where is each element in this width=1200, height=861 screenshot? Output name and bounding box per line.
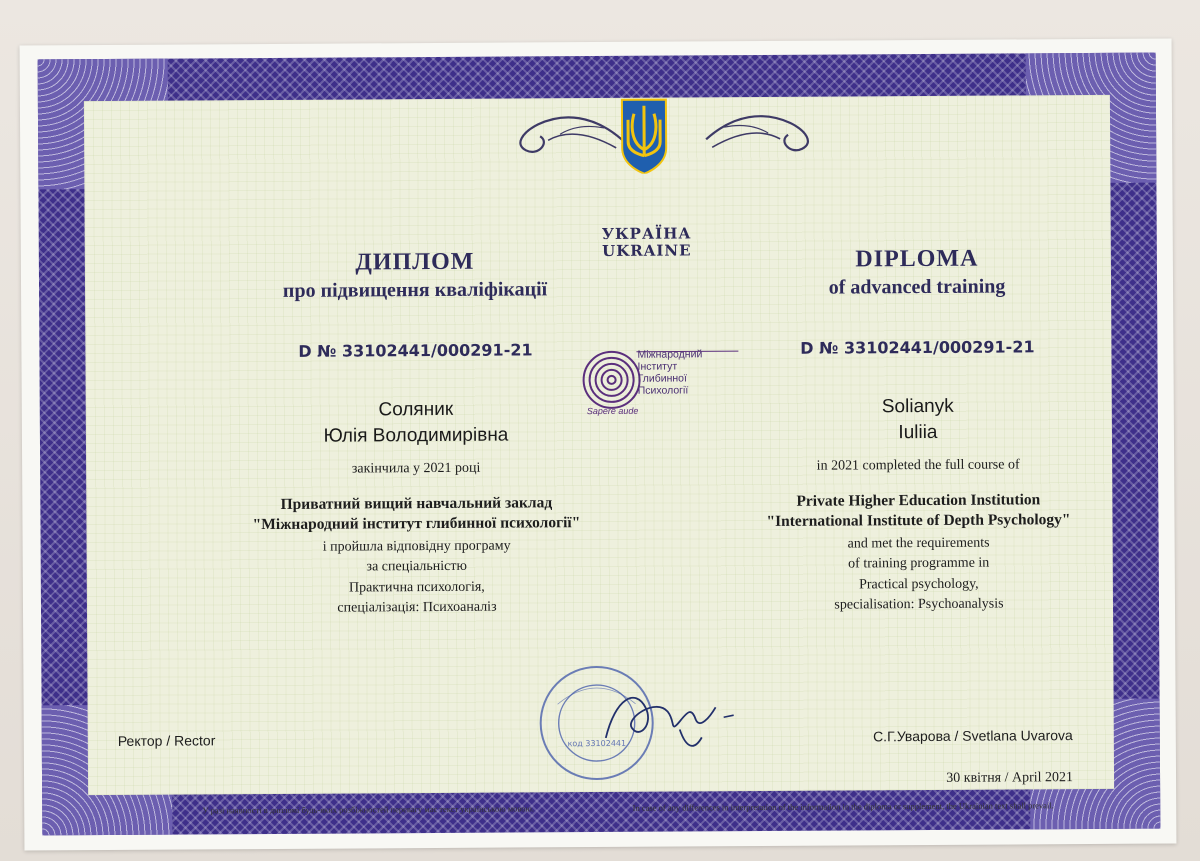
program-line3-en: Practical psychology, [859,576,979,593]
surname-uk: Соляник [378,398,454,421]
coat-of-arms [584,97,705,223]
institution-line1-uk: Приватний вищий навчальний заклад [280,494,553,513]
diploma-number-en: D № 33102441/000291-21 [800,337,1035,358]
program-line1-uk: і пройшла відповідну програму [322,538,511,555]
diploma-field [84,95,1114,816]
program-line2-en: of training programme in [848,555,990,572]
diploma-number-uk: D № 33102441/000291-21 [298,340,533,361]
issue-date: 30 квітня / April 2021 [946,770,1074,786]
institute-logo-text [637,348,702,396]
logo-line-3: Глибинної [637,372,687,385]
program-line4-uk: спеціалізація: Психоаналіз [337,599,497,616]
title-en: DIPLOMA [855,245,979,273]
institution-line2-en: "International Institute of Depth Psychology" [766,511,1071,530]
completed-line-en: in 2021 completed the full course of [816,457,1020,474]
logo-line-4: Психології [637,384,689,397]
completed-line-uk: закінчила у 2021 році [351,460,481,477]
signatory-name: С.Г.Уварова / Svetlana Uvarova [872,727,1073,745]
institution-line2-uk: "Міжнародний інститут глибинної психології" [252,514,581,534]
given-names-uk: Юлія Володимирівна [323,424,509,447]
program-line1-en: and met the requirements [847,535,990,552]
logo-motto: Sapere aude [586,405,639,417]
rector-signature [595,677,735,758]
program-line2-uk: за спеціальністю [366,558,468,575]
country-name-uk: УКРАЇНА [601,224,692,243]
title-uk: ДИПЛОМ [355,248,475,276]
given-names-en: Iuliia [898,421,938,444]
program-line4-en: specialisation: Psychoanalysis [834,596,1004,613]
program-line3-uk: Практична психологія, [348,579,485,596]
stamp-code: код 33102441 [567,738,627,749]
footnote-en: In case of any differences in interpretation of the information in the diploma or supplement, the Ukrainian text shall prevail. [632,800,1054,813]
guilloche-border [38,53,1161,836]
institution-line1-en: Private Higher Education Institution [796,491,1041,510]
subtitle-en: of advanced training [828,275,1006,299]
logo-line-2: Інститут [637,360,678,373]
logo-line-1: Міжнародний [637,348,703,361]
footnote-uk: У разі наявності в дипломі будь-яких розбіжностей перевагу має текст українською мовою. [202,803,535,816]
rector-label: Ректор / Rector [117,732,216,749]
surname-en: Solianyk [881,395,954,418]
diploma-sheet [20,38,1177,850]
crest-ornament-right [704,109,824,158]
country-name-en: UKRAINE [602,241,692,260]
trident-icon [620,98,668,174]
subtitle-uk: про підвищення кваліфікації [282,278,548,302]
